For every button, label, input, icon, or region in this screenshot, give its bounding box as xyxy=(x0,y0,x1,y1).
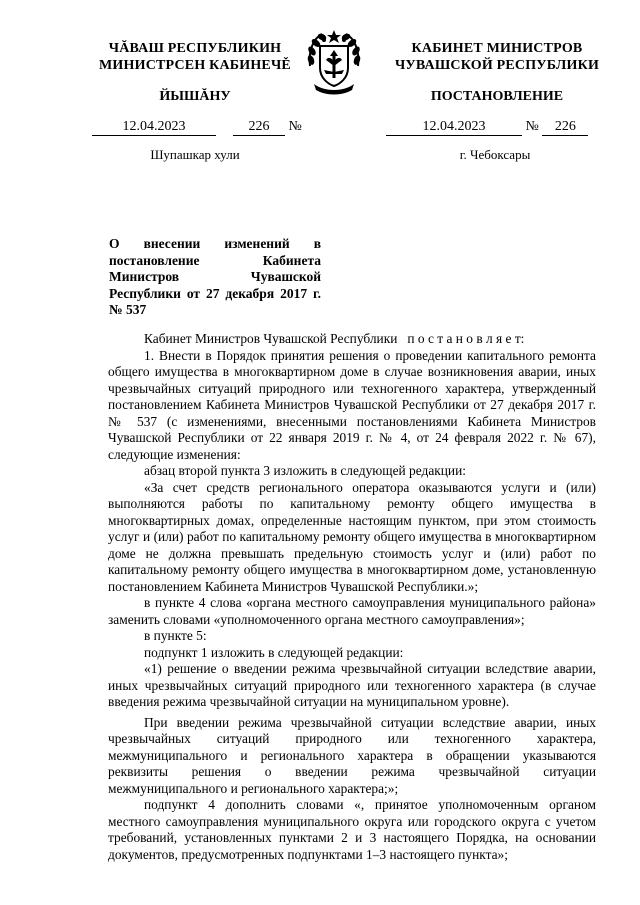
document-subject: О внесении изменений в постановление Кабинета Министров Чувашской Республики от 27 декабря 2017 г. № 537 xyxy=(109,236,321,318)
left-date-number-line xyxy=(92,118,302,136)
paragraph: При введении режима чрезвычайной ситуации вследствие аварии, иных чрезвычайных ситуаций природного или техногенного характера, межмуниципального и регионального характера в обращении указываются реквизиты решения о введении режима чрезвычайной ситуации межмуниципального и регионального характера;»; xyxy=(108,714,596,796)
preamble-lead: Кабинет Министров Чувашской Республики xyxy=(144,331,398,346)
header-left-chuvash xyxy=(82,40,308,74)
header-right-russian xyxy=(376,40,618,74)
header-left-line2: МИНИСТРСЕН КАБИНЕЧĚ xyxy=(99,58,291,73)
paragraph: 1. Внести в Порядок принятия решения о проведении капитального ремонта общего имущества в многоквартирном доме в случае возникновения аварии, иных чрезвычайных ситуаций природного или техногенного характера, утвержденный постановлением Кабинета Министров Чувашской Республики от 27 декабря 2017 г. № 537 (с изменениями, внесенными постановлениями Кабинета Министров Чувашской Республики от 22 января 2019 г. № 4, от 24 февраля 2022 г. № 67), следующие изменения: xyxy=(108,347,596,462)
paragraph: в пункте 5: xyxy=(144,628,207,643)
paragraph: «1) решение о введении режима чрезвычайной ситуации вследствие аварии, иных чрезвычайных ситуаций природного или техногенного характера (в случае введения режима чрезвычайной ситуации на муниципальном уровне). xyxy=(108,661,596,709)
header-left-line1: ЧĂВАШ РЕСПУБЛИКИН xyxy=(108,41,282,56)
right-number-sign: № xyxy=(525,119,539,134)
left-number: 226 xyxy=(233,118,285,136)
place-right: г. Чебоксары xyxy=(459,147,531,162)
paragraph: «За счет средств регионального оператора оказываются услуги и (или) выполняются работы по капитальному ремонту общего имущества в многоквартирных домах, определенные настоящим пунктом, при этом стоимость услуг и (или) работ по капитальному ремонту общего имущества в многоквартирном доме не должна превышать предельную стоимость услуг и (или) работ по капитальному ремонту общего имущества в многоквартирном доме, установленную постановлением Кабинета Министров Чувашской Республики.»; xyxy=(108,479,596,594)
place-left: Шупашкар хули xyxy=(150,147,240,162)
header-right-line1: КАБИНЕТ МИНИСТРОВ xyxy=(411,41,583,56)
chuvash-emblem-icon xyxy=(302,26,366,98)
right-date-number-line xyxy=(386,118,588,136)
left-date: 12.04.2023 xyxy=(92,118,216,136)
right-number: 226 xyxy=(542,118,588,136)
header-right-line2: ЧУВАШСКОЙ РЕСПУБЛИКИ xyxy=(394,58,600,73)
document-body xyxy=(108,331,596,863)
doctype-right: ПОСТАНОВЛЕНИЕ xyxy=(430,89,564,104)
paragraph: подпункт 4 дополнить словами «, принятое уполномоченным органом местного самоуправления муниципального округа или городского округа с учетом требований, установленных пунктами 2 и 3 настоящего Порядка, на основании документов, предусмотренных подпунктами 1–3 настоящего пункта»; xyxy=(108,797,596,862)
paragraph: абзац второй пункта 3 изложить в следующей редакции: xyxy=(144,463,466,478)
paragraph: подпункт 1 изложить в следующей редакции: xyxy=(144,644,404,660)
paragraph: в пункте 4 слова «органа местного самоуправления муниципального района» заменить словами «уполномоченного органа местного самоуправления»; xyxy=(108,595,596,627)
preamble-verb: п о с т а н о в л я е т: xyxy=(407,331,525,346)
right-date: 12.04.2023 xyxy=(386,118,522,136)
left-number-sign: № xyxy=(288,119,302,134)
preamble xyxy=(108,331,596,348)
doctype-left: ЙЫШĂНУ xyxy=(159,89,231,104)
